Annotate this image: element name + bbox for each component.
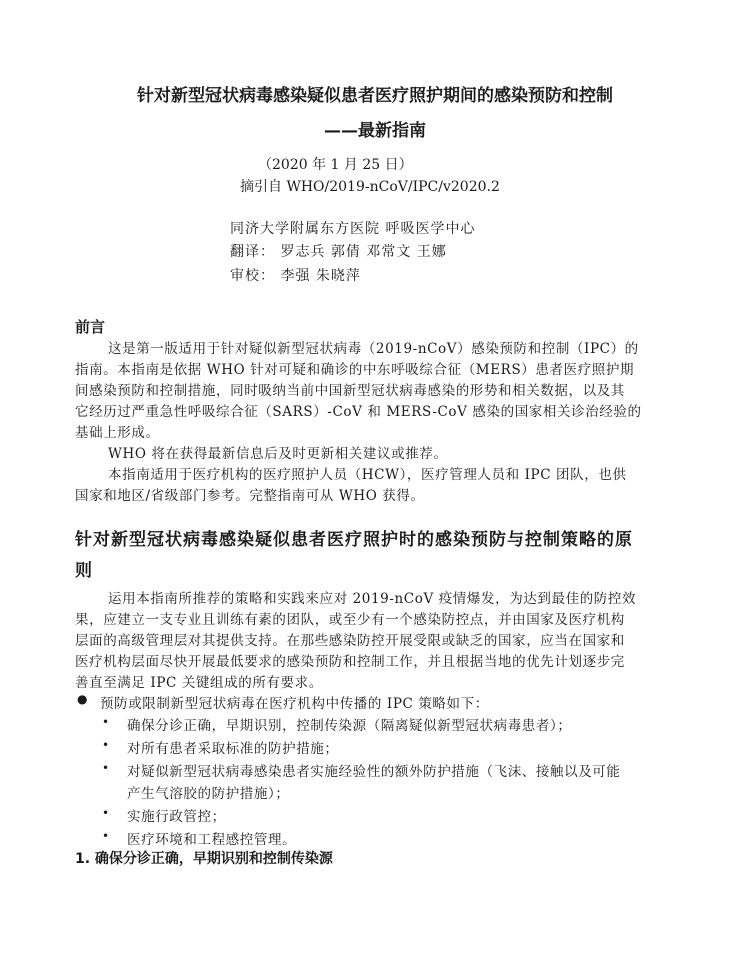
reviewers: 审校： 李强 朱晓萍	[230, 268, 361, 284]
preface-line: 国家和地区/省级部门参考。完整指南可从 WHO 获得。	[75, 488, 425, 504]
preface-line: 它经历过严重急性呼吸综合征（SARS）-CoV 和 MERS-CoV 感染的国家相关诊治经验的	[75, 404, 642, 420]
translators: 翻译： 罗志兵 郭倩 邓常文 王娜	[230, 244, 447, 260]
sub-item: 实施行政管控；	[127, 809, 226, 825]
sub-item: 医疗环境和工程感控管理。	[127, 832, 297, 848]
document-subtitle: ——最新指南	[324, 121, 426, 141]
preface-line: 本指南适用于医疗机构的医疗照护人员（HCW），医疗管理人员和 IPC 团队，也供	[108, 467, 627, 483]
preface-line: 基础上形成。	[75, 425, 160, 441]
principles-line: 善直至满足 IPC 关键组成的所有要求。	[75, 675, 323, 691]
bullet-icon: ●	[77, 692, 88, 706]
document-date: （2020 年 1 月 25 日）	[258, 157, 413, 173]
section-1-heading: 1. 确保分诊正确，早期识别和控制传染源	[75, 851, 333, 867]
principles-line: 层面的高级管理层对其提供支持。在那些感染防控开展受限或缺乏的国家，应当在国家和	[75, 633, 625, 649]
principles-line: 果，应建立一支专业且训练有素的团队，或至少有一个感染防控点，并由国家及医疗机构	[75, 612, 625, 628]
sub-item: 对疑似新型冠状病毒感染患者实施经验性的额外防护措施（飞沫、接触以及可能	[127, 764, 621, 780]
principles-heading-cont: 则	[75, 561, 93, 581]
principles-line: 运用本指南所推荐的策略和实践来应对 2019-nCoV 疫情爆发，为达到最佳的防控效	[108, 591, 637, 607]
sub-bullet-icon: •	[102, 761, 110, 775]
sub-bullet-icon: •	[102, 806, 110, 820]
principles-heading: 针对新型冠状病毒感染疑似患者医疗照护时的感染预防与控制策略的原	[75, 530, 633, 550]
bullet-item: 预防或限制新型冠状病毒在医疗机构中传播的 IPC 策略如下：	[100, 696, 489, 712]
sub-bullet-icon: •	[102, 829, 110, 843]
institution: 同济大学附属东方医院 呼吸医学中心	[230, 221, 476, 237]
preface-line: WHO 将在获得最新信息后及时更新相关建议或推荐。	[108, 446, 448, 462]
document-title: 针对新型冠状病毒感染疑似患者医疗照护期间的感染预防和控制	[137, 86, 613, 106]
sub-item-cont: 产生气溶胶的防护措施）；	[127, 786, 290, 802]
sub-item: 对所有患者采取标准的防护措施；	[127, 741, 339, 757]
document-source: 摘引自 WHO/2019-nCoV/IPC/v2020.2	[240, 179, 500, 195]
principles-line: 医疗机构层面尽快开展最低要求的感染预防和控制工作，并且根据当地的优先计划逐步完	[75, 654, 625, 670]
sub-item: 确保分诊正确，早期识别，控制传染源（隔离疑似新型冠状病毒患者）；	[127, 718, 572, 734]
sub-bullet-icon: •	[102, 715, 110, 729]
preface-line: 指南。本指南是依据 WHO 针对可疑和确诊的中东呼吸综合征（MERS）患者医疗照护期	[75, 362, 635, 378]
sub-bullet-icon: •	[102, 738, 110, 752]
preface-line: 间感染预防和控制措施，同时吸纳当前中国新型冠状病毒感染的形势和相关数据，以及其	[75, 383, 625, 399]
preface-line: 这是第一版适用于针对疑似新型冠状病毒（2019-nCoV）感染预防和控制（IPC）的	[108, 341, 639, 357]
preface-heading: 前言	[75, 318, 106, 336]
